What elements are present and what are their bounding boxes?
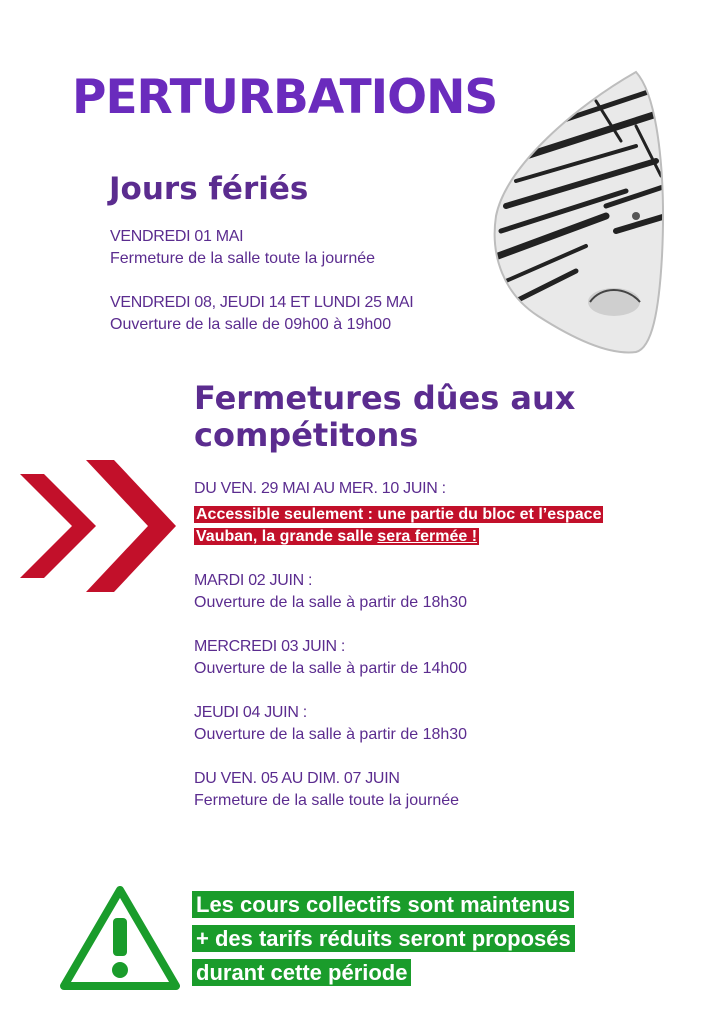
entry-info: Ouverture de la salle de 09h00 à 19h00 bbox=[110, 316, 392, 333]
holidays-list bbox=[110, 226, 490, 336]
double-chevron-right-icon bbox=[20, 460, 176, 592]
closures-heading-line1: Fermetures dûes aux bbox=[194, 379, 576, 417]
highlight-underlined: sera fermée ! bbox=[377, 528, 478, 545]
climbing-hold-icon bbox=[486, 66, 668, 358]
highlight-text: Accessible seulement : une partie du bloc et l’espace Vauban, la grande salle bbox=[196, 506, 602, 545]
entry-info: Ouverture de la salle à partir de 18h30 bbox=[194, 594, 468, 611]
list-item bbox=[194, 768, 654, 812]
page-title: PERTURBATIONS bbox=[72, 70, 498, 125]
entry-date: VENDREDI 01 MAI bbox=[110, 228, 244, 245]
list-item bbox=[194, 570, 654, 614]
closures-heading bbox=[194, 380, 654, 454]
entry-date: MARDI 02 JUIN : bbox=[194, 572, 313, 589]
entry-date: MERCREDI 03 JUIN : bbox=[194, 638, 346, 655]
entry-date: DU VEN. 29 MAI AU MER. 10 JUIN : bbox=[194, 480, 446, 497]
holidays-heading: Jours fériés bbox=[109, 171, 309, 207]
closures-list bbox=[194, 478, 654, 812]
closure-main-date bbox=[194, 478, 654, 500]
entry-info: Fermeture de la salle toute la journée bbox=[110, 250, 376, 267]
entry-date: VENDREDI 08, JEUDI 14 ET LUNDI 25 MAI bbox=[110, 294, 414, 311]
notice-line2: + des tarifs réduits seront proposés bbox=[192, 925, 575, 952]
entry-info: Fermeture de la salle toute la journée bbox=[194, 792, 460, 809]
notice-line3: durant cette période bbox=[192, 959, 411, 986]
list-item bbox=[110, 292, 490, 336]
closures-heading-line2: compétitons bbox=[194, 415, 419, 454]
entry-info: Ouverture de la salle à partir de 14h00 bbox=[194, 660, 468, 677]
notice-box bbox=[192, 888, 642, 990]
warning-triangle-icon bbox=[60, 886, 180, 990]
list-item bbox=[110, 226, 490, 270]
entry-date: DU VEN. 05 AU DIM. 07 JUIN bbox=[194, 770, 400, 787]
notice-line1: Les cours collectifs sont maintenus bbox=[192, 891, 574, 918]
list-item bbox=[194, 702, 654, 746]
list-item bbox=[194, 636, 654, 680]
entry-info: Ouverture de la salle à partir de 18h30 bbox=[194, 726, 468, 743]
entry-date: JEUDI 04 JUIN : bbox=[194, 704, 307, 721]
closure-highlight bbox=[194, 504, 646, 548]
